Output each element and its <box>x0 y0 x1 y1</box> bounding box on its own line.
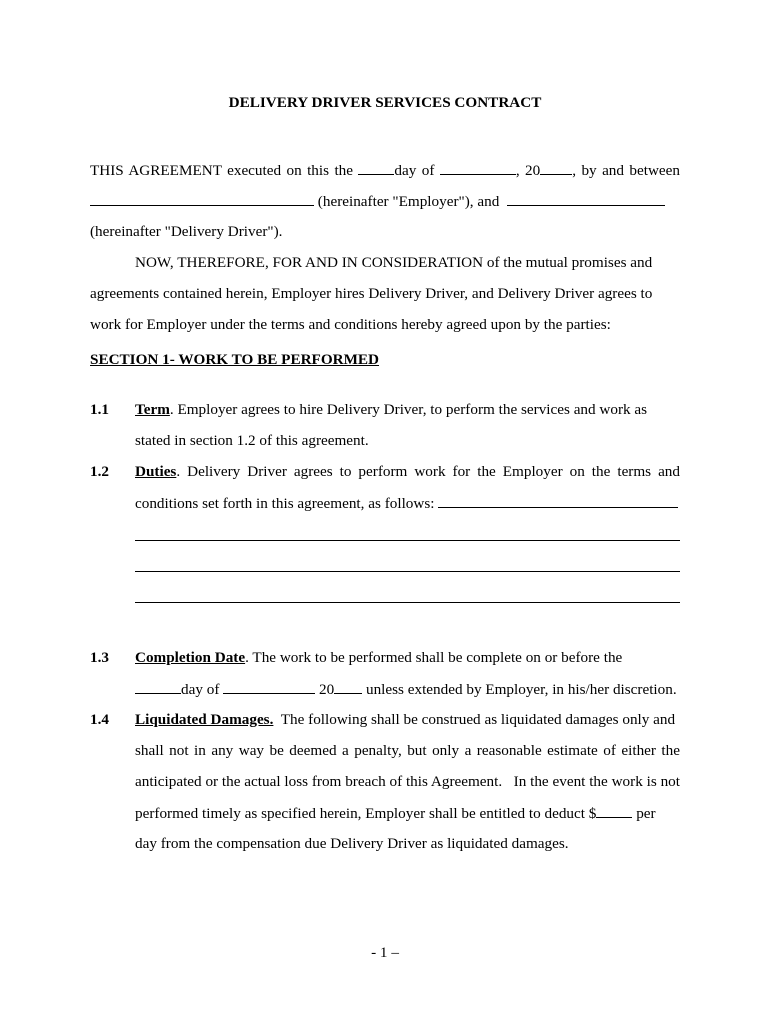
driver-name-blank[interactable] <box>507 192 665 206</box>
completion-month-blank[interactable] <box>223 680 315 694</box>
text: day of <box>394 162 440 179</box>
completion-day-blank[interactable] <box>135 680 181 694</box>
consideration-line-3: work for Employer under the terms and conditions hereby agreed upon by the parties: <box>90 316 611 333</box>
clause-1-4-line-3: anticipated or the actual loss from breach of this Agreement. In the event the work is not <box>135 773 680 790</box>
clause-number: 1.4 <box>90 711 109 728</box>
clause-1-4-line-2: shall not in any way be deemed a penalty, but only a reasonable estimate of either the <box>135 742 680 759</box>
clause-1-4-line-1: Liquidated Damages. The following shall be construed as liquidated damages only and <box>135 711 676 728</box>
clause-number: 1.1 <box>90 401 109 418</box>
text: , 20 <box>515 162 541 179</box>
clause-1-2-line-1: Duties. Delivery Driver agrees to perform work for the Employer on the terms and <box>135 463 680 480</box>
month-blank[interactable] <box>440 161 516 175</box>
clause-1-1-line-2: stated in section 1.2 of this agreement. <box>135 432 369 449</box>
employer-name-blank[interactable] <box>90 192 314 206</box>
year-blank[interactable] <box>540 161 572 175</box>
text: THIS AGREEMENT executed on this the <box>90 162 359 179</box>
consideration-line-2: agreements contained herein, Employer hires Delivery Driver, and Delivery Driver agrees to <box>90 285 653 302</box>
clause-number: 1.2 <box>90 463 109 480</box>
section-1-heading: SECTION 1- WORK TO BE PERFORMED <box>90 351 380 368</box>
clause-1-1-line-1: Term. Employer agrees to hire Delivery Driver, to perform the services and work as <box>135 401 648 418</box>
deduct-amount-blank[interactable] <box>596 804 632 818</box>
clause-1-4-line-5: day from the compensation due Delivery Driver as liquidated damages. <box>135 835 569 852</box>
day-blank[interactable] <box>358 161 394 175</box>
preamble-line-3: (hereinafter "Delivery Driver"). <box>90 223 283 240</box>
completion-year-blank[interactable] <box>334 680 362 694</box>
duties-blank-line[interactable] <box>135 571 680 572</box>
preamble-line-2 <box>90 192 665 211</box>
text: (hereinafter "Employer"), and <box>317 193 500 210</box>
consideration-line-1: NOW, THEREFORE, FOR AND IN CONSIDERATION of the mutual promises and <box>135 254 653 271</box>
clause-1-3-line-2: day of 20 unless extended by Employer, in his/her discretion. <box>135 680 677 699</box>
duties-blank-line[interactable] <box>135 602 680 603</box>
duties-blank-line[interactable] <box>135 540 680 541</box>
preamble-line-1 <box>90 161 680 180</box>
text: , by and between <box>572 162 681 179</box>
clause-number: 1.3 <box>90 649 109 666</box>
clause-1-4-line-4: performed timely as specified herein, Employer shall be entitled to deduct $ per <box>135 805 656 822</box>
document-title: DELIVERY DRIVER SERVICES CONTRACT <box>228 94 542 111</box>
clause-1-3-line-1: Completion Date. The work to be performed shall be complete on or before the <box>135 649 623 666</box>
page-number: - 1 – <box>371 944 399 961</box>
clause-1-2-line-2: conditions set forth in this agreement, as follows: <box>135 494 678 513</box>
duties-blank[interactable] <box>438 494 678 508</box>
